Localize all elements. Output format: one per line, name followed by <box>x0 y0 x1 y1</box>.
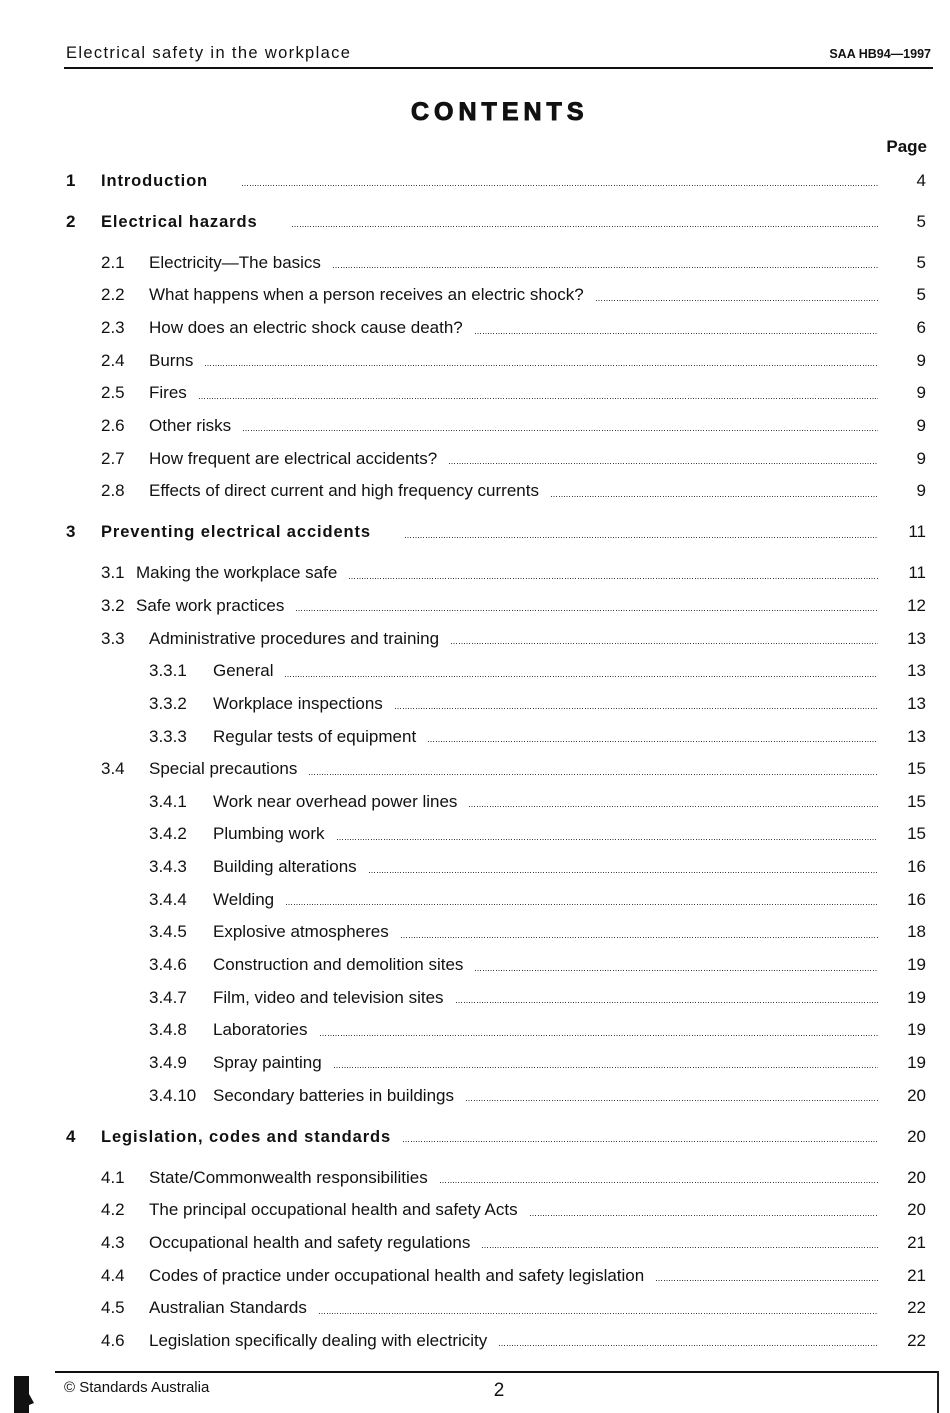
document-code: SAA HB94—1997 <box>829 47 931 61</box>
toc-entry-number: 2.5 <box>101 383 125 403</box>
table-of-contents <box>0 156 950 1357</box>
toc-leader-dots <box>320 1035 878 1036</box>
toc-section-entry <box>0 312 950 345</box>
toc-entry-number: 3.4.3 <box>149 857 187 877</box>
toc-entry-number: 3.4.5 <box>149 922 187 942</box>
toc-subsection-entry <box>0 1047 950 1080</box>
toc-entry-number: 3.4.10 <box>149 1085 197 1105</box>
toc-leader-dots <box>401 937 878 938</box>
toc-chapter-entry <box>0 516 950 549</box>
toc-entry-number: 2.2 <box>101 285 125 305</box>
toc-entry-number: 4.2 <box>101 1200 125 1220</box>
toc-section-entry <box>0 590 950 623</box>
toc-entry-title: How does an electric shock cause death? <box>149 318 463 338</box>
toc-chapter-entry <box>0 164 950 197</box>
scan-edge-mark <box>12 1376 34 1413</box>
toc-entry-title: Introduction <box>101 171 209 190</box>
toc-entry-number: 2.7 <box>101 448 125 468</box>
toc-entry-page: 20 <box>907 1126 926 1146</box>
toc-section-entry <box>0 1325 950 1358</box>
toc-entry-page: 18 <box>907 922 926 942</box>
toc-entry-number: 4.6 <box>101 1330 125 1350</box>
toc-subsection-entry <box>0 688 950 721</box>
toc-entry-page: 13 <box>907 693 926 713</box>
toc-entry-title: Plumbing work <box>213 824 325 844</box>
toc-entry-page: 13 <box>907 726 926 746</box>
toc-entry-page: 22 <box>907 1330 926 1350</box>
toc-entry-page: 11 <box>908 522 926 542</box>
toc-entry-title: State/Commonwealth responsibilities <box>149 1167 428 1187</box>
toc-entry-title: Making the workplace safe <box>136 563 338 583</box>
toc-subsection-entry <box>0 720 950 753</box>
toc-entry-number: 4.5 <box>101 1298 125 1318</box>
toc-entry-title: Electricity—The basics <box>149 252 321 272</box>
toc-leader-dots <box>656 1280 878 1281</box>
toc-entry-page: 15 <box>907 824 926 844</box>
toc-entry-number: 3.4.8 <box>149 1020 187 1040</box>
toc-entry-title: Safe work practices <box>136 595 285 615</box>
toc-entry-number: 3.3.3 <box>149 726 187 746</box>
toc-leader-dots <box>286 904 878 905</box>
toc-leader-dots <box>449 463 878 464</box>
toc-entry-page: 19 <box>907 955 926 974</box>
toc-section-entry <box>0 475 950 508</box>
toc-entry-number: 2.1 <box>101 252 125 272</box>
footer-edge-line <box>937 1371 939 1413</box>
toc-leader-dots <box>296 610 878 611</box>
toc-entry-number: 3.2 <box>101 595 125 615</box>
toc-leader-dots <box>333 267 878 268</box>
toc-entry-page: 19 <box>907 1052 926 1072</box>
toc-entry-number: 3 <box>66 522 76 542</box>
toc-entry-number: 2.6 <box>101 415 125 435</box>
toc-entry-page: 19 <box>907 987 926 1007</box>
toc-entry-page: 4 <box>916 170 926 190</box>
page-number: 2 <box>493 1380 505 1401</box>
toc-entry-page: 5 <box>916 252 926 272</box>
toc-entry-number: 3.4 <box>101 759 125 779</box>
toc-entry-page: 9 <box>916 481 926 501</box>
toc-entry-title: Film, video and television sites <box>213 987 444 1007</box>
toc-entry-page: 5 <box>916 285 926 305</box>
toc-entry-title: General <box>213 661 274 681</box>
toc-subsection-entry <box>0 949 950 982</box>
toc-entry-title: Fires <box>149 383 187 403</box>
toc-entry-number: 2.4 <box>101 350 125 370</box>
toc-section-entry <box>0 246 950 279</box>
toc-entry-title: Occupational health and safety regulations <box>149 1232 471 1252</box>
toc-entry-page: 21 <box>907 1265 926 1285</box>
toc-leader-dots <box>199 398 878 399</box>
toc-section-entry <box>0 279 950 312</box>
toc-entry-title: Workplace inspections <box>213 693 383 713</box>
toc-subsection-entry <box>0 1014 950 1047</box>
toc-section-entry <box>0 1259 950 1292</box>
toc-subsection-entry <box>0 883 950 916</box>
toc-entry-title: The principal occupational health and safety Acts <box>149 1200 518 1220</box>
toc-entry-number: 4.4 <box>101 1265 125 1285</box>
toc-entry-number: 2 <box>66 211 76 231</box>
toc-entry-title: How frequent are electrical accidents? <box>149 448 438 468</box>
toc-leader-dots <box>451 643 878 644</box>
toc-chapter-entry <box>0 205 950 238</box>
toc-entry-title: Building alterations <box>213 857 357 877</box>
toc-entry-page: 9 <box>916 415 926 435</box>
toc-entry-page: 9 <box>916 350 926 370</box>
toc-entry-title: Legislation, codes and standards <box>101 1127 392 1146</box>
toc-section-entry <box>0 1194 950 1227</box>
toc-entry-page: 21 <box>907 1232 926 1252</box>
toc-entry-page: 11 <box>908 563 926 583</box>
toc-entry-number: 1 <box>66 170 76 190</box>
toc-leader-dots <box>551 496 878 497</box>
toc-section-entry <box>0 377 950 410</box>
toc-entry-number: 4.3 <box>101 1232 125 1252</box>
toc-entry-page: 16 <box>907 889 926 909</box>
toc-entry-number: 3.4.9 <box>149 1052 187 1072</box>
toc-leader-dots <box>334 1067 878 1068</box>
toc-entry-title: Welding <box>213 889 275 909</box>
toc-entry-title: Regular tests of equipment <box>213 726 417 746</box>
toc-subsection-entry <box>0 818 950 851</box>
toc-entry-page: 20 <box>907 1167 926 1187</box>
toc-leader-dots <box>440 1182 878 1183</box>
toc-subsection-entry <box>0 1079 950 1112</box>
toc-leader-dots <box>405 537 878 538</box>
toc-subsection-entry <box>0 981 950 1014</box>
toc-leader-dots <box>292 226 878 227</box>
toc-leader-dots <box>242 185 878 186</box>
toc-leader-dots <box>205 365 878 366</box>
toc-leader-dots <box>337 839 879 840</box>
page-column-label: Page <box>886 137 927 156</box>
copyright-notice: © Standards Australia <box>64 1379 210 1396</box>
toc-leader-dots <box>482 1247 878 1248</box>
toc-entry-page: 16 <box>907 857 926 877</box>
toc-leader-dots <box>309 774 878 775</box>
toc-subsection-entry <box>0 916 950 949</box>
toc-entry-number: 3.4.4 <box>149 889 187 909</box>
toc-entry-number: 3.4.6 <box>149 955 187 974</box>
toc-leader-dots <box>403 1141 878 1142</box>
toc-entry-title: Burns <box>149 350 194 370</box>
toc-entry-number: 2.8 <box>101 481 125 501</box>
toc-entry-title: Effects of direct current and high frequency currents <box>149 481 539 501</box>
toc-entry-title: Administrative procedures and training <box>149 628 440 648</box>
toc-entry-page: 15 <box>907 791 926 811</box>
toc-section-entry <box>0 557 950 590</box>
toc-leader-dots <box>369 872 878 873</box>
toc-leader-dots <box>395 708 878 709</box>
toc-entry-number: 3.1 <box>101 563 125 583</box>
toc-entry-number: 3.3.1 <box>149 661 187 681</box>
toc-entry-title: Explosive atmospheres <box>213 922 389 942</box>
toc-entry-title: Legislation specifically dealing with electricity <box>149 1330 488 1350</box>
toc-entry-title: Special precautions <box>149 759 298 779</box>
toc-entry-title: Electrical hazards <box>101 212 258 231</box>
toc-entry-page: 20 <box>907 1200 926 1220</box>
toc-entry-page: 9 <box>916 383 926 403</box>
toc-entry-page: 13 <box>907 628 926 648</box>
toc-section-entry <box>0 1227 950 1260</box>
toc-leader-dots <box>428 741 878 742</box>
toc-entry-title: What happens when a person receives an electric shock? <box>149 285 584 305</box>
toc-entry-title: Secondary batteries in buildings <box>213 1085 454 1105</box>
toc-entry-title: Preventing electrical accidents <box>101 523 372 542</box>
toc-entry-page: 20 <box>907 1085 926 1105</box>
toc-subsection-entry <box>0 785 950 818</box>
toc-entry-number: 4.1 <box>101 1167 125 1187</box>
toc-entry-number: 2.3 <box>101 318 125 338</box>
toc-subsection-entry <box>0 851 950 884</box>
toc-entry-page: 6 <box>916 318 926 338</box>
toc-section-entry <box>0 344 950 377</box>
footer-rule <box>55 1371 939 1373</box>
toc-entry-number: 3.4.1 <box>149 791 187 811</box>
toc-section-entry <box>0 1292 950 1325</box>
toc-entry-number: 3.3.2 <box>149 693 187 713</box>
toc-leader-dots <box>285 676 878 677</box>
toc-entry-number: 3.3 <box>101 628 125 648</box>
toc-entry-page: 12 <box>907 595 926 615</box>
toc-entry-title: Australian Standards <box>149 1298 307 1318</box>
toc-entry-page: 5 <box>916 211 926 231</box>
toc-entry-title: Work near overhead power lines <box>213 791 458 811</box>
toc-entry-title: Construction and demolition sites <box>213 955 464 974</box>
toc-subsection-entry <box>0 655 950 688</box>
toc-entry-page: 22 <box>907 1298 926 1318</box>
toc-chapter-entry <box>0 1120 950 1153</box>
toc-section-entry <box>0 1161 950 1194</box>
toc-leader-dots <box>475 970 878 971</box>
toc-entry-page: 9 <box>916 448 926 468</box>
contents-heading: CONTENTS <box>411 98 589 126</box>
toc-entry-number: 4 <box>66 1126 76 1146</box>
toc-entry-title: Other risks <box>149 415 232 435</box>
toc-entry-title: Codes of practice under occupational health and safety legislation <box>149 1265 645 1285</box>
toc-leader-dots <box>596 300 878 301</box>
toc-section-entry <box>0 622 950 655</box>
toc-entry-number: 3.4.2 <box>149 824 187 844</box>
header-rule <box>64 67 933 69</box>
toc-leader-dots <box>456 1002 878 1003</box>
toc-entry-title: Laboratories <box>213 1020 308 1040</box>
toc-entry-page: 15 <box>907 759 926 779</box>
toc-entry-page: 13 <box>907 661 926 681</box>
toc-entry-title: Spray painting <box>213 1052 322 1072</box>
toc-leader-dots <box>319 1313 878 1314</box>
toc-section-entry <box>0 410 950 443</box>
toc-section-entry <box>0 442 950 475</box>
running-header-title: Electrical safety in the workplace <box>66 44 352 62</box>
toc-leader-dots <box>243 430 878 431</box>
toc-leader-dots <box>469 806 878 807</box>
toc-leader-dots <box>499 1345 878 1346</box>
toc-leader-dots <box>530 1215 878 1216</box>
toc-leader-dots <box>475 333 878 334</box>
toc-entry-number: 3.4.7 <box>149 987 187 1007</box>
toc-entry-page: 19 <box>907 1020 926 1040</box>
toc-leader-dots <box>466 1100 878 1101</box>
toc-leader-dots <box>349 578 878 579</box>
toc-section-entry <box>0 753 950 786</box>
